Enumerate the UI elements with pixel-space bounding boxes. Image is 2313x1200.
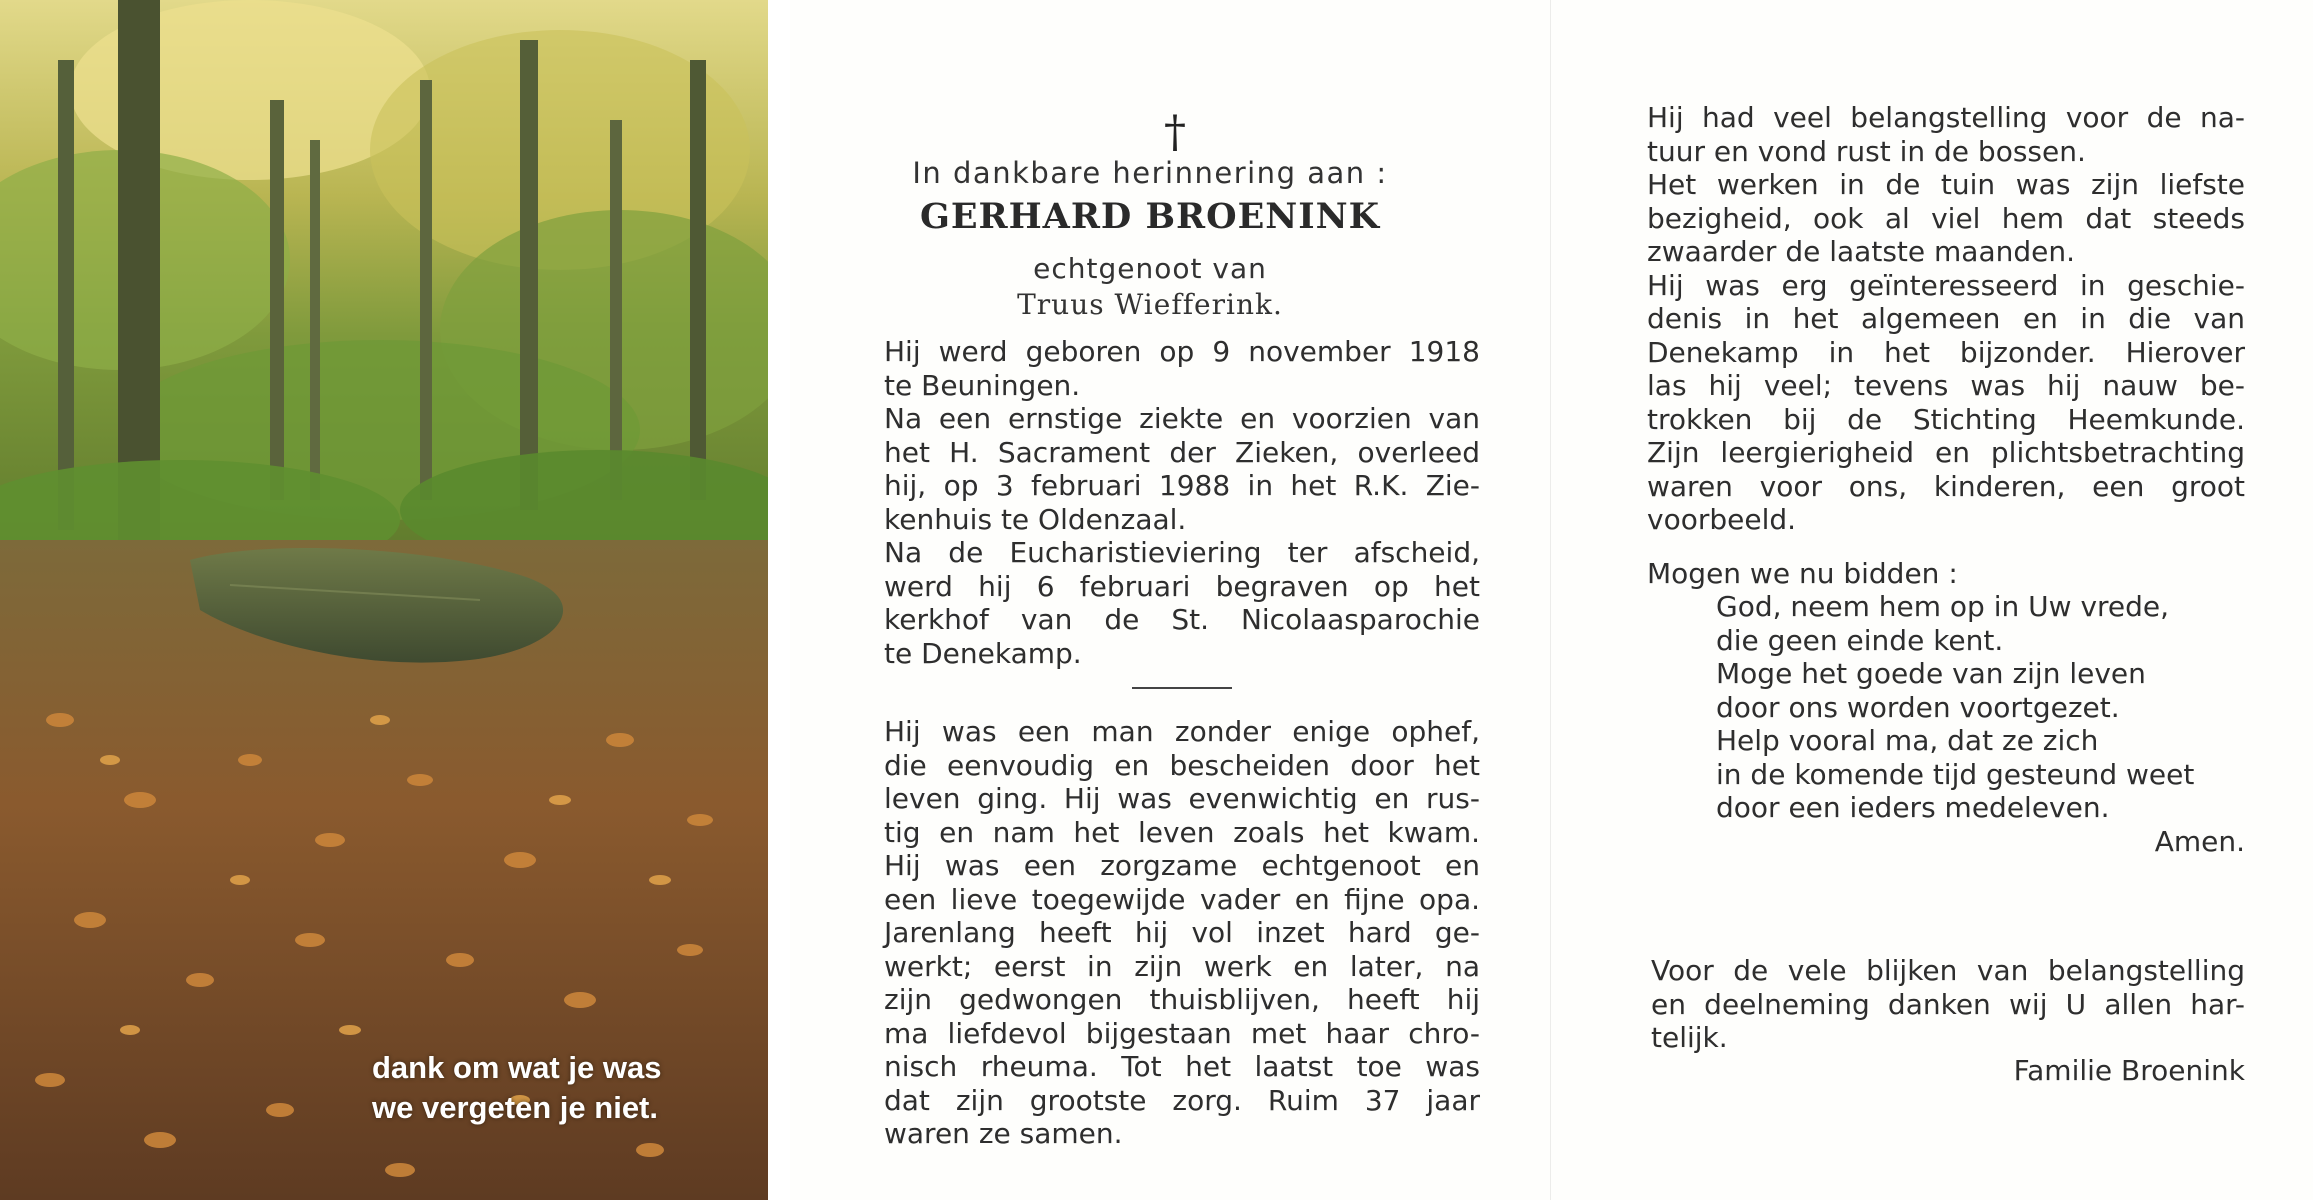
text-line: Moge het goede van zijn leven — [1716, 657, 2146, 690]
text-line: leven ging. Hij was evenwichtig en rus- — [884, 782, 1480, 815]
text-line: het H. Sacrament der Zieken, overleed — [884, 435, 1480, 469]
text-line: kenhuis te Oldenzaal. — [884, 502, 1187, 536]
text-line: door een ieders medeleven. — [1716, 791, 2110, 824]
deceased-name: GERHARD BROENINK — [919, 196, 1381, 237]
forest-illustration — [0, 0, 768, 1200]
text-line: Voor de vele blijken van belangstelling — [1651, 954, 2245, 987]
text-line: Hij werd geboren op 9 november 1918 — [884, 335, 1480, 368]
spouse-label: echtgenoot van — [1033, 252, 1267, 285]
text-line: las hij veel; tevens was hij nauw be- — [1647, 369, 2245, 402]
text-line: waren ze samen. — [884, 1117, 1123, 1150]
text-line: voorbeeld. — [1647, 503, 1797, 536]
intro-text: In dankbare herinnering aan : — [912, 156, 1388, 190]
text-line: die geen einde kent. — [1716, 623, 2004, 657]
text-line: Hij had veel belangstelling voor de na- — [1647, 101, 2245, 134]
text-line: kerkhof van de St. Nicolaasparochie — [884, 603, 1480, 636]
prayer-amen: Amen. — [2154, 824, 2245, 858]
text-line: Jarenlang heeft hij vol inzet hard ge- — [884, 916, 1480, 949]
text-line: Help vooral ma, dat ze zich — [1716, 724, 2099, 757]
thanks-text — [1651, 954, 2245, 1055]
text-line: bezigheid, ook al viel hem dat steeds — [1647, 201, 2245, 235]
prayer-text — [1716, 590, 2245, 858]
text-line: Hij was een man zonder enige ophef, — [884, 715, 1480, 748]
text-line: telijk. — [1651, 1021, 1728, 1054]
text-line: nisch rheuma. Tot het laatst toe was — [884, 1050, 1480, 1083]
cross-icon: † — [1164, 107, 1186, 158]
text-line: Na een ernstige ziekte en voorzien van — [884, 402, 1480, 435]
text-line: Na de Eucharistieviering ter afscheid, — [884, 536, 1480, 569]
family-signature: Familie Broenink — [2013, 1054, 2245, 1087]
text-line: werkt; eerst in zijn werk en later, na — [884, 949, 1480, 983]
text-line: tuur en vond rust in de bossen. — [1647, 134, 2086, 168]
text-line: Denekamp in het bijzonder. Hierover — [1647, 335, 2245, 369]
text-line: en deelneming danken wij U allen har- — [1651, 987, 2245, 1021]
photo-caption-line-2: we vergeten je niet. — [372, 1090, 658, 1125]
text-line: Mogen we nu bidden : — [1647, 557, 1958, 590]
text-line: werd hij 6 februari begraven op het — [884, 569, 1480, 603]
text-line: te Beuningen. — [884, 368, 1081, 402]
text-line: Het werken in de tuin was zijn liefste — [1647, 168, 2245, 201]
text-line: waren voor ons, kinderen, een groot — [1647, 469, 2245, 503]
text-line: trokken bij de Stichting Heemkunde. — [1647, 402, 2245, 436]
text-line: door ons worden voortgezet. — [1716, 690, 2120, 724]
text-line: tig en nam het leven zoals het kwam. — [884, 815, 1480, 849]
biography-section-1 — [884, 335, 1480, 670]
text-line: Hij was een zorgzame echtgenoot en — [884, 849, 1480, 882]
text-line: denis in het algemeen en in die van — [1647, 302, 2245, 335]
text-line: zwaarder de laatste maanden. — [1647, 235, 2075, 268]
biography-section-3 — [1647, 101, 2245, 537]
text-line: Hij was erg geïnteresseerd in geschie- — [1647, 268, 2245, 302]
text-line: die eenvoudig en bescheiden door het — [884, 748, 1480, 782]
biography-section-2 — [884, 715, 1480, 1151]
text-line: zijn gedwongen thuisblijven, heeft hij — [884, 983, 1480, 1016]
text-line: hij, op 3 februari 1988 in het R.K. Zie- — [884, 469, 1480, 502]
text-line: in de komende tijd gesteund weet — [1716, 757, 2195, 791]
photo-caption — [372, 1048, 752, 1128]
text-line: te Denekamp. — [884, 636, 1082, 670]
text-line: een lieve toegewijde vader en fijne opa. — [884, 882, 1480, 916]
section-divider — [1132, 687, 1232, 689]
memorial-photo — [0, 0, 768, 1200]
text-line: dat zijn grootste zorg. Ruim 37 jaar — [884, 1083, 1480, 1117]
prayer-heading — [1647, 557, 2245, 591]
text-line: Zijn leergierigheid en plichtsbetrachting — [1647, 436, 2245, 469]
spouse-name: Truus Wiefferink. — [1017, 288, 1283, 321]
photo-caption-line-1: dank om wat je was — [372, 1050, 662, 1085]
family-signature-block — [1651, 1054, 2245, 1088]
text-line: ma liefdevol bijgestaan met haar chro- — [884, 1016, 1480, 1050]
text-line: God, neem hem op in Uw vrede, — [1716, 590, 2170, 623]
